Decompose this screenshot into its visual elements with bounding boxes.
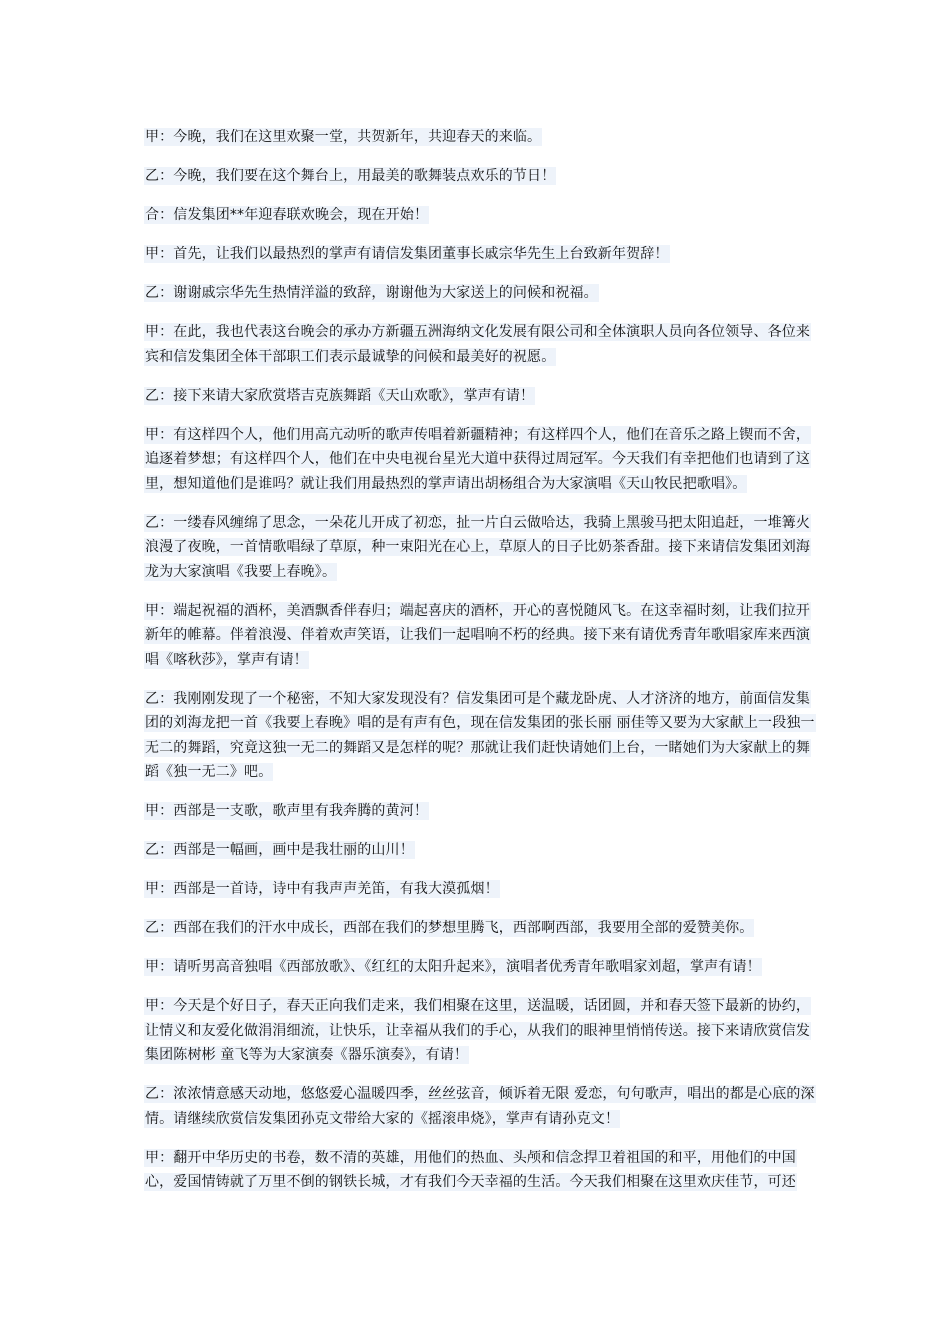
paragraph-text: 甲：在此，我也代表这台晚会的承办方新疆五洲海纳文化发展有限公司和全体演职人员向各位领导、各位来宾和信发集团全体干部职工们表示最诚挚的问候和最美好的祝愿。: [145, 324, 811, 365]
paragraph: [145, 955, 815, 980]
paragraph-text: 甲：西部是一支歌，歌声里有我奔腾的黄河！: [145, 803, 428, 819]
paragraph: [145, 916, 815, 941]
paragraph-text: 乙：接下来请大家欣赏塔吉克族舞蹈《天山欢歌》，掌声有请！: [145, 387, 535, 404]
paragraph: [145, 281, 815, 306]
paragraph-text: 乙：西部在我们的汗水中成长，西部在我们的梦想里腾飞，西部啊西部，我要用全部的爱赞美你。: [145, 920, 754, 936]
paragraph-text: 甲：端起祝福的酒杯，美酒飘香伴春归；端起喜庆的酒杯，开心的喜悦随风飞。在这幸福时刻，让我们拉开新年的帷幕。伴着浪漫、伴着欢声笑语，让我们一起唱响不朽的经典。接下来有请优秀青年歌唱家库来西演唱《喀秋莎》，掌声有请！: [145, 602, 811, 668]
document-body: [145, 125, 815, 1209]
paragraph-text: 乙：浓浓情意感天动地，悠悠爱心温暖四季，丝丝弦音，倾诉着无限 爱恋，句句歌声，唱出的都是心底的深情。请继续欣赏信发集团孙克文带给大家的《摇滚串烧》，掌声有请孙克文！: [145, 1086, 815, 1127]
paragraph: [145, 1082, 815, 1131]
paragraph-text: 乙：一缕春风缠绵了思念，一朵花儿开成了初恋，扯一片白云做哈达，我骑上黑骏马把太阳追赶，一堆篝火浪漫了夜晚，一首情歌唱绿了草原，种一束阳光在心上，草原人的日子比奶茶香甜。接下来请信发集团刘海龙为大家演唱《我要上春晚》。: [145, 514, 811, 580]
paragraph: [145, 320, 815, 369]
paragraph-text: 甲：今晚，我们在这里欢聚一堂，共贺新年，共迎春天的来临。: [145, 129, 542, 145]
paragraph-text: 合：信发集团**年迎春联欢晚会，现在开始！: [145, 207, 429, 223]
paragraph: [145, 125, 815, 150]
paragraph: [145, 994, 815, 1068]
paragraph: [145, 687, 815, 785]
paragraph-text: 乙：谢谢戚宗华先生热情洋溢的致辞，谢谢他为大家送上的问候和祝福。: [145, 285, 598, 301]
paragraph: [145, 838, 815, 863]
paragraph-text: 乙：今晚，我们要在这个舞台上，用最美的歌舞装点欢乐的节日！: [145, 168, 556, 184]
paragraph: [145, 511, 815, 585]
paragraph: [145, 799, 815, 824]
paragraph-text: 甲：今天是个好日子，春天正向我们走来，我们相聚在这里，送温暖，话团圆，并和春天签下最新的协约，让情义和友爱化做涓涓细流，让快乐，让幸福从我们的手心，从我们的眼神里悄悄传送。接下来请欣赏信发集团陈树彬 童飞等为大家演奏《器乐演奏》，有请！: [145, 998, 811, 1063]
paragraph-text: 甲：请听男高音独唱《西部放歌》、《红红的太阳升起来》，演唱者优秀青年歌唱家刘超，掌声有请！: [145, 959, 761, 975]
paragraph: [145, 203, 815, 228]
paragraph-text: 甲：有这样四个人，他们用高亢动听的歌声传唱着新疆精神；有这样四个人，他们在音乐之路上锲而不舍，追逐着梦想；有这样四个人，他们在中央电视台星光大道中获得过周冠军。今天我们有幸把他们也请到了这里，想知道他们是谁吗？就让我们用最热烈的掌声请出胡杨组合为大家演唱《天山牧民把歌唱》。: [145, 426, 811, 492]
paragraph-text: 乙：西部是一幅画，画中是我壮丽的山川！: [145, 842, 414, 858]
paragraph: [145, 164, 815, 189]
paragraph-text: 甲：首先，让我们以最热烈的掌声有请信发集团董事长戚宗华先生上台致新年贺辞！: [145, 246, 669, 262]
paragraph: [145, 1146, 815, 1195]
paragraph: [145, 599, 815, 673]
paragraph: [145, 877, 815, 902]
paragraph-text: 乙：我刚刚发现了一个秘密，不知大家发现没有？信发集团可是个藏龙卧虎、人才济济的地方，前面信发集团的刘海龙把一首《我要上春晚》唱的是有声有色，现在信发集团的张长丽 丽佳等又要为大家献上一段独一无二的舞蹈，究竟这独一无二的舞蹈又是怎样的呢？那就让我们赶快请她们上台，一睹她们为大家献上的舞蹈《独一无二》吧。: [145, 690, 815, 780]
paragraph: [145, 384, 815, 409]
paragraph-text: 甲：西部是一首诗，诗中有我声声羌笛，有我大漠孤烟！: [145, 881, 499, 897]
paragraph: [145, 242, 815, 267]
paragraph: [145, 423, 815, 497]
paragraph-text: 甲：翻开中华历史的书卷，数不清的英雄，用他们的热血、头颅和信念捍卫着祖国的和平，用他们的中国心，爱国情铸就了万里不倒的钢铁长城，才有我们今天幸福的生活。今天我们相聚在这里欢庆佳节，可还: [145, 1149, 796, 1190]
